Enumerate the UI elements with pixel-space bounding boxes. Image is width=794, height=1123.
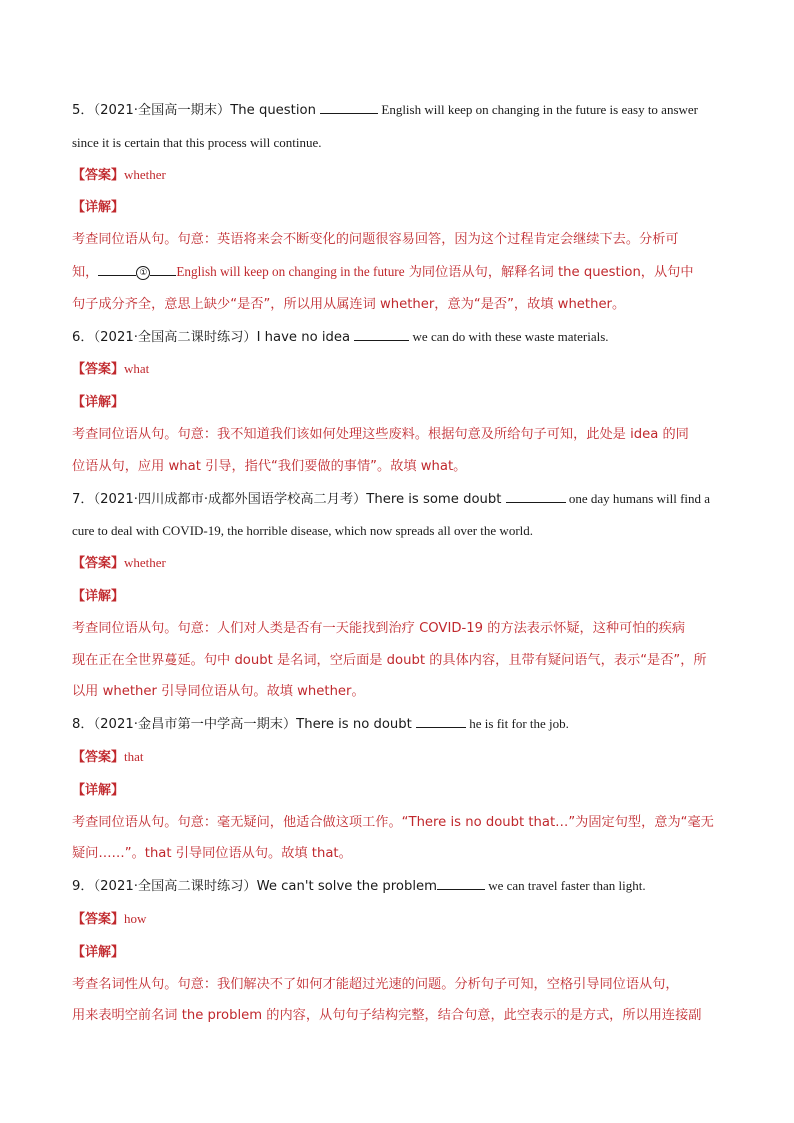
answer-row: 【答案】whether: [72, 555, 166, 572]
answer-blank[interactable]: [437, 877, 485, 890]
answer-blank[interactable]: [354, 328, 409, 341]
question-6-line-1: 6．（2021·全国高二课时练习）I have no idea we can do with these waste materials.: [72, 328, 609, 345]
answer-value: what: [124, 361, 150, 377]
answer-blank[interactable]: [320, 101, 378, 114]
detail-label-row: 【详解】: [72, 782, 125, 798]
answer-row: 【答案】how: [72, 910, 147, 927]
detail-label-row: 【详解】: [72, 944, 125, 960]
answer-row: 【答案】whether: [72, 166, 166, 183]
answer-row: 【答案】what: [72, 361, 150, 378]
question-8-line-1: 8．（2021·金昌市第一中学高一期末）There is no doubt he is fit for the job.: [72, 716, 569, 733]
answer-row: 【答案】that: [72, 748, 144, 765]
circled-number-one-icon: ①: [136, 266, 150, 280]
detail-label-row: 【详解】: [72, 395, 125, 411]
explanation-line: 以用 whether 引导同位语从句。故填 whether。: [72, 684, 365, 700]
answer-blank[interactable]: [416, 715, 466, 728]
explanation-line: 用来表明空前名词 the problem 的内容，从句句子结构完整，结合句意，此空表示的是方式，所以用连接副: [72, 1008, 702, 1024]
answer-value: that: [124, 748, 144, 764]
explanation-line: 知， ① English will keep on changing in the future 为同位语从句，解释名词 the question，从句中: [72, 263, 694, 280]
answer-value: whether: [124, 166, 166, 182]
question-5-line-2: since it is certain that this process will continue.: [72, 134, 322, 150]
question-9-line-1: 9．（2021·全国高二课时练习）We can't solve the problem we can travel faster than light.: [72, 878, 646, 895]
detail-label-row: 【详解】: [72, 200, 125, 216]
explanation-line: 考查同位语从句。句意：人们对人类是否有一天能找到治疗 COVID-19 的方法表示怀疑，这种可怕的疾病: [72, 620, 686, 636]
explanation-line: 考查同位语从句。句意：毫无疑问，他适合做这项工作。“There is no doubt that…”为固定句型，意为“毫无: [72, 814, 714, 830]
detail-label-row: 【详解】: [72, 588, 125, 604]
answer-value: whether: [124, 555, 166, 571]
question-7-line-2: cure to deal with COVID-19, the horrible disease, which now spreads all over the world.: [72, 523, 534, 539]
explanation-line: 现在正在全世界蔓延。句中 doubt 是名词，空后面是 doubt 的具体内容，且带有疑问语气，表示“是否”，所: [72, 652, 707, 668]
explanation-line: 疑问……”。that 引导同位语从句。故填 that。: [72, 846, 352, 862]
answer-value: how: [124, 910, 147, 926]
question-7-line-1: 7．（2021·四川成都市·成都外国语学校高二月考）There is some doubt one day humans will find a: [72, 490, 711, 507]
explanation-line: 句子成分齐全，意思上缺少“是否”，所以用从属连词 whether，意为“是否”，故填 whether。: [72, 296, 626, 312]
explanation-line: 位语从句，应用 what 引导，指代“我们要做的事情”。故填 what。: [72, 458, 467, 474]
document-page: [72, 94, 722, 1032]
answer-blank[interactable]: [506, 490, 566, 503]
explanation-line: 考查名词性从句。句意：我们解决不了如何才能超过光速的问题。分析句子可知，空格引导同位语从句，: [72, 976, 679, 992]
explanation-line: 考查同位语从句。句意：英语将来会不断变化的问题很容易回答，因为这个过程肯定会继续下去。分析可: [72, 232, 679, 248]
explanation-line: 考查同位语从句。句意：我不知道我们该如何处理这些废料。根据句意及所给句子可知，此处是 idea 的同: [72, 426, 689, 442]
question-5-line-1: 5．（2021·全国高一期末）The question English will keep on changing in the future is easy to answer: [72, 102, 698, 118]
